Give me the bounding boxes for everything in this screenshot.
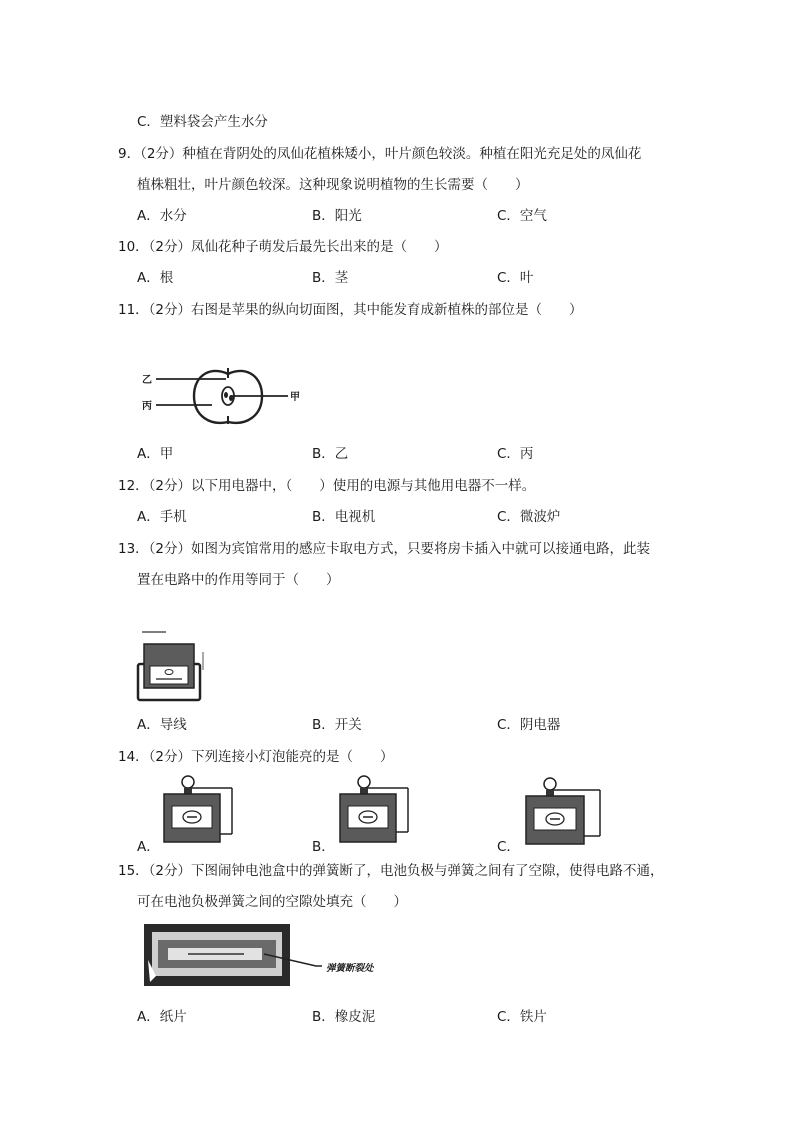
q14-option-c[interactable]: C． [497, 839, 520, 855]
q10-option-b[interactable]: B．茎 [312, 270, 349, 286]
q8-option-c: C．塑料袋会产生水分 [137, 114, 268, 130]
q12-option-c[interactable]: C．微波炉 [497, 509, 561, 525]
q9-stem-line2: 植株粗壮，叶片颜色较深。这种现象说明植物的生长需要（ ） [137, 177, 529, 193]
figure-label-jia: 甲 [290, 392, 300, 403]
q11-option-a[interactable]: A．甲 [137, 446, 174, 462]
q11-stem: 11．（2分）右图是苹果的纵向切面图，其中能发育成新植株的部位是（ ） [118, 302, 583, 318]
bulb-circuit-a-figure [160, 772, 240, 844]
q15-stem-line1: 15．（2分）下图闹钟电池盒中的弹簧断了，电池负极与弹簧之间有了空隙，使得电路不通， [118, 863, 664, 879]
bulb-circuit-b-figure [336, 772, 416, 844]
apple-cross-section-figure [142, 362, 312, 430]
q10-stem: 10．（2分）凤仙花种子萌发后最先长出来的是（ ） [118, 239, 448, 255]
figure-label-yi: 乙 [142, 375, 152, 386]
q14-option-a[interactable]: A． [137, 839, 160, 855]
q14-option-b[interactable]: B． [312, 839, 335, 855]
q11-option-b[interactable]: B．乙 [312, 446, 349, 462]
q15-stem-line2: 可在电池负极弹簧之间的空隙处填充（ ） [137, 894, 407, 910]
q13-option-c[interactable]: C．阴电器 [497, 717, 561, 733]
q12-stem: 12．（2分）以下用电器中，（ ）使用的电源与其他用电器不一样。 [118, 478, 536, 494]
q13-stem-line1: 13．（2分）如图为宾馆常用的感应卡取电方式，只要将房卡插入中就可以接通电路，此装 [118, 541, 651, 557]
q10-option-a[interactable]: A．根 [137, 270, 174, 286]
q15-option-b[interactable]: B．橡皮泥 [312, 1009, 376, 1025]
battery-box-figure [140, 920, 430, 990]
card-power-switch-figure [136, 630, 208, 702]
q12-option-a[interactable]: A．手机 [137, 509, 187, 525]
figure-label-spring-break: 弹簧断裂处 [326, 963, 374, 974]
q10-option-c[interactable]: C．叶 [497, 270, 534, 286]
q12-option-b[interactable]: B．电视机 [312, 509, 376, 525]
q14-stem: 14．（2分）下列连接小灯泡能亮的是（ ） [118, 749, 394, 765]
q9-stem-line1: 9．（2分）种植在背阴处的凤仙花植株矮小，叶片颜色较淡。种植在阳光充足处的凤仙花 [118, 146, 642, 162]
q13-stem-line2: 置在电路中的作用等同于（ ） [137, 572, 340, 588]
q15-option-c[interactable]: C．铁片 [497, 1009, 547, 1025]
q9-option-b[interactable]: B．阳光 [312, 208, 362, 224]
q9-option-a[interactable]: A．水分 [137, 208, 187, 224]
bulb-circuit-c-figure [520, 776, 610, 846]
q9-option-c[interactable]: C．空气 [497, 208, 547, 224]
q13-option-a[interactable]: A．导线 [137, 717, 187, 733]
q13-option-b[interactable]: B．开关 [312, 717, 362, 733]
q11-option-c[interactable]: C．丙 [497, 446, 534, 462]
q15-option-a[interactable]: A．纸片 [137, 1009, 187, 1025]
figure-label-bing: 丙 [142, 401, 152, 412]
